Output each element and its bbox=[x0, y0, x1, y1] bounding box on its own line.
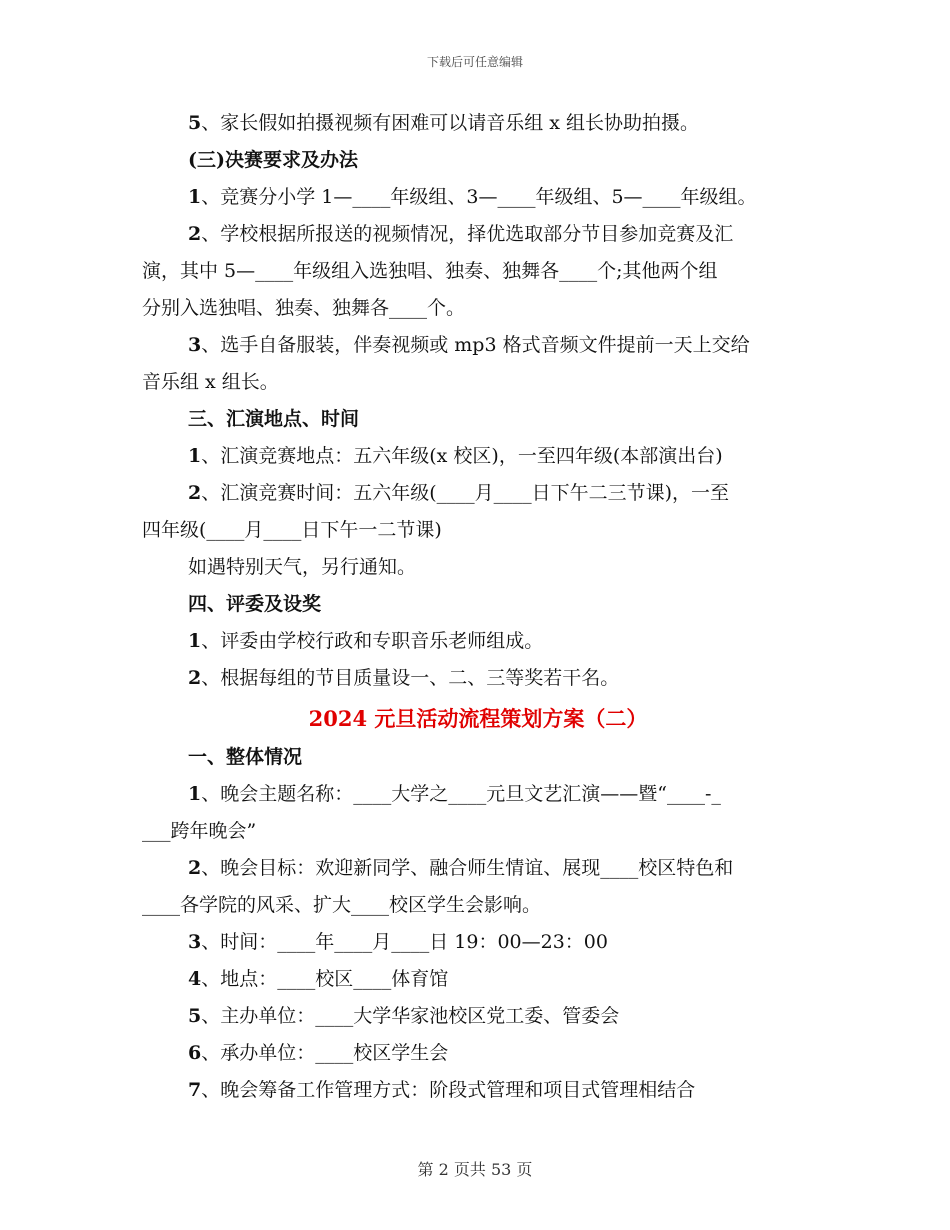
item-number: 2 bbox=[188, 857, 202, 879]
section-heading bbox=[142, 401, 814, 438]
paragraph-line bbox=[142, 924, 814, 961]
line-text: ___跨年晚会” bbox=[142, 820, 257, 842]
line-text: 四年级(____月____日下午一二节课) bbox=[142, 519, 442, 541]
paragraph-line bbox=[142, 364, 814, 401]
paragraph-line bbox=[142, 549, 814, 586]
line-text: 、根据每组的节目质量设一、二、三等奖若干名。 bbox=[201, 667, 620, 689]
line-text: 一、整体情况 bbox=[188, 746, 303, 768]
line-text: 、学校根据所报送的视频情况，择优选取部分节目参加竞赛及汇 bbox=[201, 223, 734, 245]
section-heading bbox=[142, 142, 814, 179]
paragraph-line bbox=[142, 850, 814, 887]
item-number: 6 bbox=[188, 1042, 202, 1064]
item-number: 1 bbox=[188, 445, 202, 467]
item-number: 2 bbox=[188, 482, 202, 504]
line-text: 分别入选独唱、独奏、独舞各____个。 bbox=[142, 297, 466, 319]
line-text: 、晚会目标：欢迎新同学、融合师生情谊、展现____校区特色和 bbox=[201, 857, 734, 879]
paragraph-line bbox=[142, 475, 814, 512]
item-number: 7 bbox=[188, 1079, 202, 1101]
paragraph-line bbox=[142, 660, 814, 697]
paragraph-line bbox=[142, 776, 814, 813]
paragraph-line bbox=[142, 813, 814, 850]
item-number: 1 bbox=[188, 186, 202, 208]
line-text: 、评委由学校行政和专职音乐老师组成。 bbox=[201, 630, 544, 652]
line-text: ____各学院的风采、扩大____校区学生会影响。 bbox=[142, 894, 542, 916]
page-footer: 第 2 页共 53 页 bbox=[417, 1160, 533, 1179]
paragraph-line bbox=[142, 1072, 814, 1109]
paragraph-line bbox=[142, 438, 814, 475]
item-number: 3 bbox=[188, 931, 202, 953]
line-text: 、选手自备服装，伴奏视频或 mp3 格式音频文件提前一天上交给 bbox=[201, 334, 750, 356]
paragraph-line bbox=[142, 290, 814, 327]
document-body bbox=[142, 105, 814, 1109]
line-text: 四、评委及设奖 bbox=[188, 593, 322, 615]
line-text: 音乐组 x 组长。 bbox=[142, 371, 279, 393]
line-text: 、竞赛分小学 1—____年级组、3—____年级组、5—____年级组。 bbox=[201, 186, 757, 208]
line-text: 三、汇演地点、时间 bbox=[188, 408, 360, 430]
paragraph-line bbox=[142, 179, 814, 216]
line-text: 、晚会筹备工作管理方式：阶段式管理和项目式管理相结合 bbox=[201, 1079, 696, 1101]
line-text: 演，其中 5—____年级组入选独唱、独奏、独舞各____个;其他两个组 bbox=[142, 260, 718, 282]
item-number: 4 bbox=[188, 968, 202, 990]
paragraph-line bbox=[142, 512, 814, 549]
line-text: 、晚会主题名称：____大学之____元旦文艺汇演——暨“____-_ bbox=[201, 783, 721, 805]
line-text: 、家长假如拍摄视频有困难可以请音乐组 x 组长协助拍摄。 bbox=[201, 112, 700, 134]
line-text: 、主办单位：____大学华家池校区党工委、管委会 bbox=[201, 1005, 620, 1027]
section-title: 2024 元旦活动流程策划方案（二） bbox=[308, 706, 648, 731]
paragraph-line bbox=[142, 887, 814, 924]
section-heading bbox=[142, 739, 814, 776]
item-number: 1 bbox=[188, 783, 202, 805]
line-text: 、汇演竞赛时间：五六年级(____月____日下午二三节课)，一至 bbox=[201, 482, 730, 504]
line-text: 、汇演竞赛地点：五六年级(x 校区)，一至四年级(本部演出台) bbox=[201, 445, 723, 467]
paragraph-line bbox=[142, 327, 814, 364]
paragraph-line bbox=[142, 253, 814, 290]
item-number: 3 bbox=[188, 334, 202, 356]
paragraph-line bbox=[142, 105, 814, 142]
paragraph-line bbox=[142, 623, 814, 660]
item-number: 5 bbox=[188, 112, 202, 134]
line-text: 如遇特别天气，另行通知。 bbox=[188, 556, 417, 578]
line-text: (三)决赛要求及办法 bbox=[188, 149, 358, 171]
item-number: 2 bbox=[188, 667, 202, 689]
paragraph-line bbox=[142, 998, 814, 1035]
paragraph-line bbox=[142, 1035, 814, 1072]
paragraph-line bbox=[142, 961, 814, 998]
page-header: 下载后可任意编辑 bbox=[426, 55, 523, 69]
line-text: 、地点：____校区____体育馆 bbox=[201, 968, 449, 990]
item-number: 1 bbox=[188, 630, 202, 652]
line-text: 、时间：____年____月____日 19：00—23：00 bbox=[201, 931, 608, 953]
section-heading bbox=[142, 586, 814, 623]
item-number: 5 bbox=[188, 1005, 202, 1027]
item-number: 2 bbox=[188, 223, 202, 245]
paragraph-line bbox=[142, 216, 814, 253]
line-text: 、承办单位：____校区学生会 bbox=[201, 1042, 449, 1064]
